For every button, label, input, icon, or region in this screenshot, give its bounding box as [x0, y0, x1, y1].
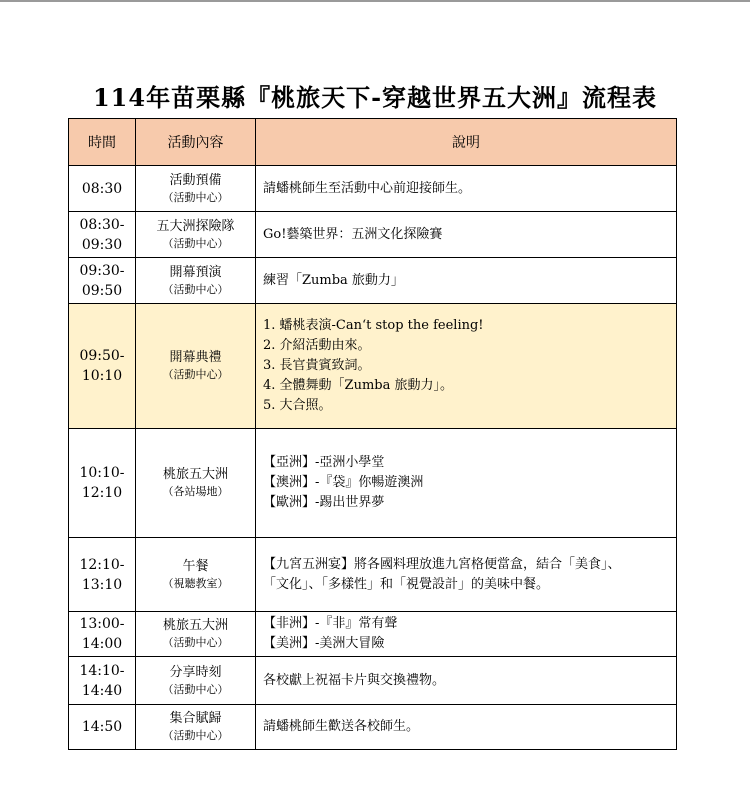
activity-name: 桃旅五大洲	[162, 618, 228, 633]
header-activity: 活動內容	[136, 119, 256, 166]
description-line: 【澳洲】-『袋』你暢遊澳洲	[263, 475, 424, 490]
activity-cell	[136, 429, 256, 538]
description-cell	[256, 304, 677, 429]
time-line: 10:10-	[79, 465, 125, 481]
time-cell	[69, 166, 136, 212]
activity-name: 集合賦歸	[169, 711, 222, 726]
description-line: 3. 長官貴賓致詞。	[263, 358, 371, 373]
description-line: 1. 蟠桃表演-Can‘t stop the feeling!	[263, 318, 484, 333]
table-row	[69, 258, 677, 304]
description-line: Go!藝築世界：五洲文化探險賽	[263, 226, 443, 242]
time-line: 14:00	[81, 636, 123, 652]
activity-cell	[136, 705, 256, 750]
activity-location: （活動中心）	[162, 682, 229, 696]
description-line: 「文化」、「多樣性」和「視覺設計」的美味中餐。	[263, 576, 550, 592]
time-cell	[69, 429, 136, 538]
time-cell	[69, 612, 136, 657]
header-row	[69, 119, 677, 166]
table-row	[69, 429, 677, 538]
activity-location: （視聽教室）	[162, 576, 229, 590]
time-line: 14:50	[81, 719, 123, 735]
description-cell	[256, 212, 677, 258]
activity-location: （活動中心）	[162, 636, 229, 649]
description-line: 5. 大合照。	[263, 398, 332, 413]
description-line: 【亞洲】-亞洲小學堂	[263, 455, 385, 470]
header-description: 說明	[256, 119, 677, 166]
time-line: 14:10-	[79, 662, 125, 679]
activity-name: 活動預備	[169, 172, 222, 188]
activity-name: 桃旅五大洲	[162, 467, 228, 482]
activity-name: 分享時刻	[169, 664, 222, 680]
time-line: 13:00-	[79, 616, 125, 632]
activity-cell	[136, 304, 256, 429]
description-line: 各校獻上祝福卡片與交換禮物。	[263, 672, 446, 688]
activity-cell	[136, 612, 256, 657]
schedule-table	[68, 118, 677, 750]
description-line: 4. 全體舞動「Zumba 旅動力」。	[263, 378, 453, 393]
description-cell	[256, 258, 677, 304]
description-line: 練習「Zumba 旅動力」	[263, 272, 404, 288]
activity-location: （各站場地）	[162, 485, 229, 498]
activity-location: （活動中心）	[162, 282, 229, 296]
activity-location: （活動中心）	[162, 729, 229, 742]
description-line: 請蟠桃師生至活動中心前迎接師生。	[263, 180, 472, 196]
page-title: 114年苗栗縣『桃旅天下-穿越世界五大洲』流程表	[92, 83, 658, 112]
time-line: 09:50-	[79, 348, 125, 364]
table-row	[69, 538, 677, 612]
description-line: 【美洲】-美洲大冒險	[263, 636, 385, 651]
activity-cell	[136, 538, 256, 612]
time-line: 09:30-	[79, 262, 125, 279]
header-time: 時間	[69, 119, 136, 166]
time-line: 10:10	[81, 368, 123, 384]
description-line: 【歐洲】-踢出世界夢	[263, 495, 385, 510]
time-line: 13:10	[81, 576, 123, 593]
description-cell	[256, 429, 677, 538]
activity-cell	[136, 166, 256, 212]
description-cell	[256, 657, 677, 705]
description-cell	[256, 538, 677, 612]
time-cell	[69, 705, 136, 750]
time-cell	[69, 212, 136, 258]
table-row	[69, 166, 677, 212]
description-line: 【非洲】-『非』常有聲	[263, 616, 398, 631]
activity-name: 五大洲探險隊	[156, 218, 235, 234]
description-line: 【九宮五洲宴】將各國料理放進九宮格便當盒，結合「美食」、	[263, 556, 621, 572]
table-row	[69, 657, 677, 705]
activity-location: （活動中心）	[162, 368, 229, 381]
activity-name: 開幕典禮	[169, 350, 222, 365]
time-line: 08:30	[81, 180, 123, 197]
activity-cell	[136, 212, 256, 258]
description-cell	[256, 705, 677, 750]
time-cell	[69, 657, 136, 705]
time-cell	[69, 538, 136, 612]
activity-name: 開幕預演	[169, 264, 222, 280]
time-cell	[69, 304, 136, 429]
activity-name: 午餐	[182, 558, 209, 574]
activity-location: （活動中心）	[162, 236, 229, 250]
description-cell	[256, 166, 677, 212]
time-line: 12:10	[81, 485, 123, 501]
activity-cell	[136, 657, 256, 705]
activity-location: （活動中心）	[162, 190, 229, 204]
activity-cell	[136, 258, 256, 304]
time-line: 14:40	[81, 682, 123, 699]
description-cell	[256, 612, 677, 657]
table-row	[69, 705, 677, 750]
time-line: 12:10-	[79, 556, 125, 573]
time-line: 09:50	[81, 282, 123, 299]
time-line: 09:30	[81, 236, 123, 253]
description-line: 2. 介紹活動由來。	[263, 338, 371, 353]
table-row	[69, 612, 677, 657]
time-line: 08:30-	[79, 216, 125, 233]
table-row	[69, 212, 677, 258]
time-cell	[69, 258, 136, 304]
description-line: 請蟠桃師生歡送各校師生。	[263, 719, 420, 734]
table-row-highlighted	[69, 304, 677, 429]
top-border-line	[0, 0, 750, 2]
